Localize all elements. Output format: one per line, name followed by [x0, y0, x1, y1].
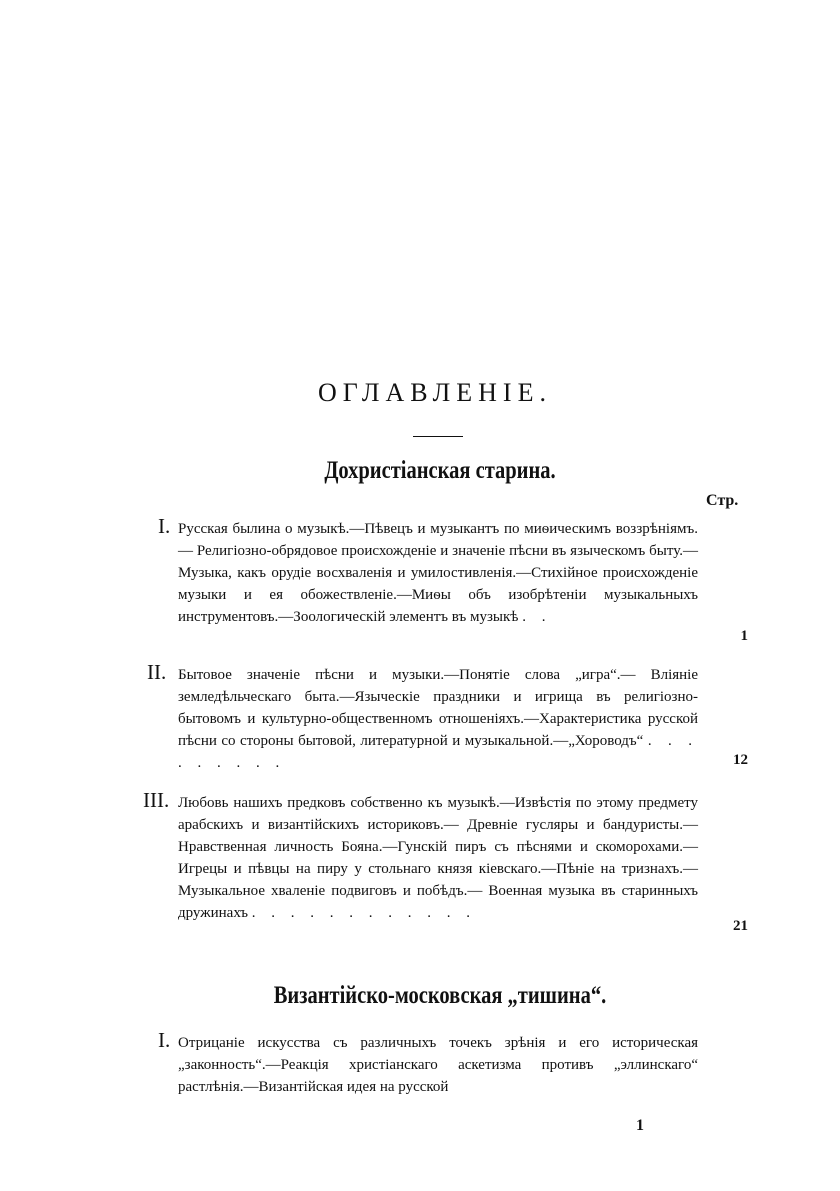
entry-page-number: 1	[740, 628, 748, 644]
entry-page-number: 12	[733, 752, 748, 768]
entry-description: Бытовое значеніе пѣсни и музыки.—Понятіе слова „игра“.— Вліяніе земледѣльческаго быта.—Языческіе праздники и игрища въ религіозно-бытовомъ и культурно-общественномъ отношеніяхъ.—Характеристика русской пѣсни со стороны бытовой, литературной и музыкальной.—„Хороводъ“	[178, 667, 698, 749]
page-column-label: Стр.	[706, 492, 739, 509]
entry-description: Любовь нашихъ предковъ собственно къ музыкѣ.—Извѣстія по этому предмету арабскихъ и византійскихъ историковъ.— Древніе гусляры и бандуристы.—Нравственная личность Бояна.—Гунскій пиръ съ пѣснями и скоморохами.—Игрецы и пѣвцы на пиру у стольнаго князя кіевскаго.—Пѣніе на тризнахъ.—Музыкальное хваленіе подвиговъ и побѣдъ.— Военная музыка въ старинныхъ дружинахъ	[178, 795, 698, 921]
entry-text	[178, 664, 698, 774]
page-title: ОГЛАВЛЕНІЕ.	[318, 378, 552, 407]
dot-leader: . . . . . . . . . . . .	[251, 905, 476, 921]
entry-numeral: III.	[143, 788, 170, 812]
entry-numeral: I.	[158, 1028, 171, 1052]
section-heading-pre-christian: Дохристіанская старина.	[324, 457, 556, 484]
page-folio: 1	[636, 1117, 644, 1134]
entry-numeral: I.	[158, 514, 171, 538]
dot-leader: . . . . . . . . .	[178, 733, 698, 771]
entry-text	[178, 518, 698, 628]
entry-numeral: II.	[147, 660, 167, 684]
entry-description: Русская былина о музыкѣ.—Пѣвецъ и музыкантъ по миѳическимъ воззрѣніямъ. — Религіозно-обрядовое происхожденіе и значеніе пѣсни въ языческомъ быту.—Музыка, какъ орудіе восхваленія и умилостивленія.—Стихійное происхожденіе музыки и ея обожествленіе.—Миѳы объ изобрѣтеніи музыкальныхъ инструментовъ.—Зоологическій элементъ въ музыкѣ	[178, 521, 698, 625]
entry-text	[178, 792, 698, 924]
entry-page-number: 21	[733, 918, 748, 934]
entry-text	[178, 1032, 698, 1098]
dot-leader: . .	[522, 609, 552, 625]
title-rule	[413, 436, 463, 437]
section-heading-byzantine-moscow: Византійско-московская „тишина“.	[273, 982, 607, 1009]
entry-description: Отрицаніе искусства съ различныхъ точекъ зрѣнія и его историческая „законность“.—Реакція христіанскаго аскетизма противъ „эллинскаго“ растлѣнія.—Византійская идея на русской	[178, 1035, 698, 1095]
